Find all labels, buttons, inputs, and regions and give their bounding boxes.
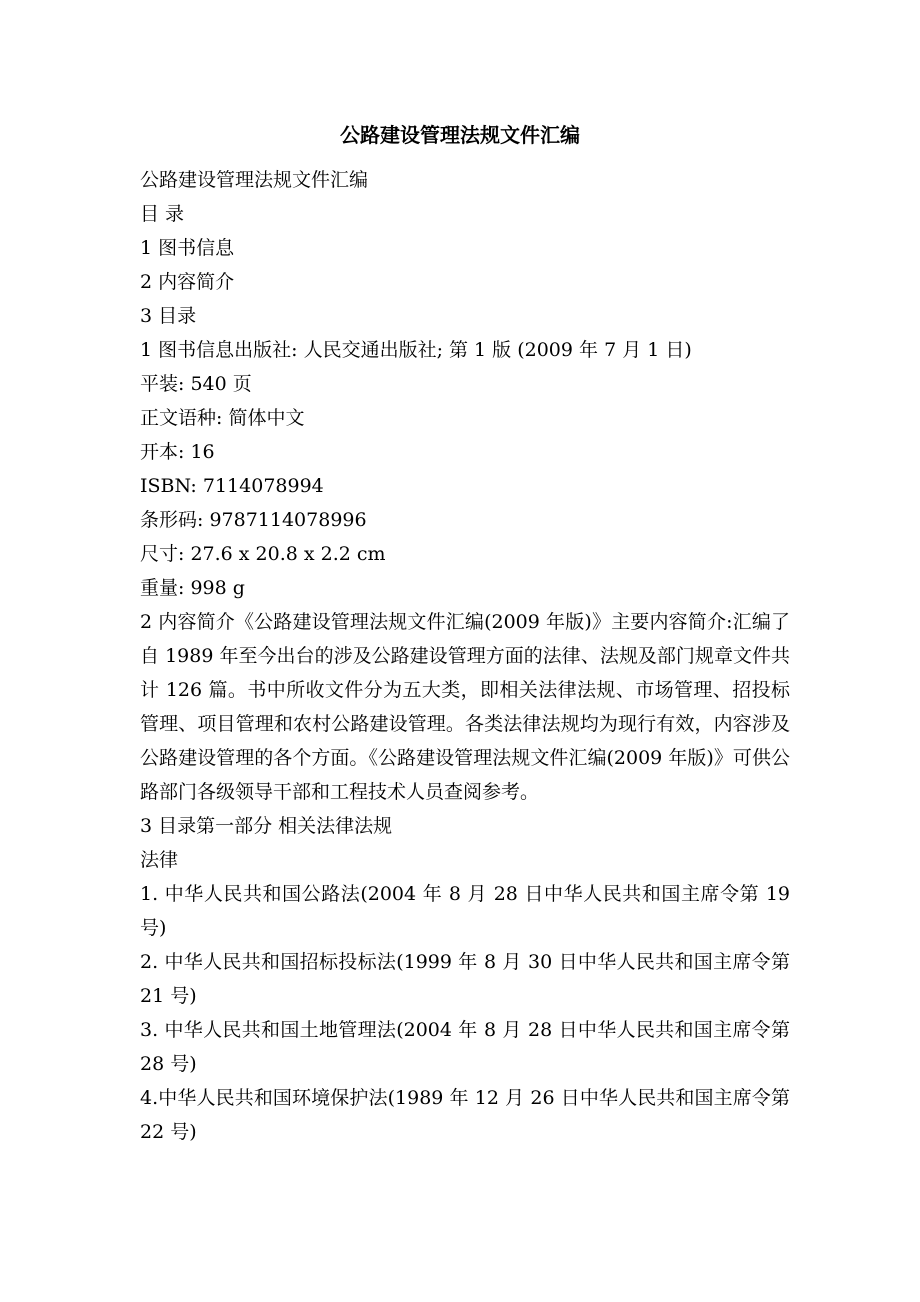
summary-paragraph: 2 内容简介《公路建设管理法规文件汇编(2009 年版)》主要内容简介:汇编了自 1989 年至今出台的涉及公路建设管理方面的法律、法规及部门规章文件共计 126 篇。书中所收文件分为五大类，即相关法律法规、市场管理、招投标管理、项目管理和农村公路建设管理。各类法律法规均为现行有效，内容涉及公路建设管理的各个方面。《公路建设管理法规文件汇编(2009 年版)》可供公路部门各级领导干部和工程技术人员查阅参考。 [140, 611, 790, 803]
book-heading: 公路建设管理法规文件汇编 [140, 169, 369, 191]
size-line: 尺寸: 27.6 x 20.8 x 2.2 cm [140, 543, 386, 565]
toc-item-contents: 3 目录 [140, 305, 197, 327]
law-item: 3. 中华人民共和国土地管理法(2004 年 8 月 28 日中华人民共和国主席令第 28 号) [140, 1019, 790, 1075]
law-item: 4.中华人民共和国环境保护法(1989 年 12 月 26 日中华人民共和国主席令第 22 号) [140, 1087, 790, 1143]
document-title: 公路建设管理法规文件汇编 [340, 123, 580, 147]
publisher-line: 1 图书信息出版社: 人民交通出版社; 第 1 版 (2009 年 7 月 1 日) [140, 339, 692, 361]
isbn-line: ISBN: 7114078994 [140, 475, 324, 497]
toc-title: 目 录 [140, 203, 185, 225]
binding-line: 平装: 540 页 [140, 373, 252, 395]
format-line: 开本: 16 [140, 441, 215, 463]
law-item: 1. 中华人民共和国公路法(2004 年 8 月 28 日中华人民共和国主席令第 19 号) [140, 883, 790, 939]
document-body [140, 163, 790, 1149]
toc-item-summary: 2 内容简介 [140, 271, 235, 293]
barcode-line: 条形码: 9787114078996 [140, 509, 367, 531]
toc-section-heading: 3 目录第一部分 相关法律法规 [140, 815, 393, 837]
law-item: 2. 中华人民共和国招标投标法(1999 年 8 月 30 日中华人民共和国主席令第 21 号) [140, 951, 790, 1007]
weight-line: 重量: 998 g [140, 577, 245, 599]
toc-item-book-info: 1 图书信息 [140, 237, 235, 259]
law-heading: 法律 [140, 849, 179, 871]
language-line: 正文语种: 简体中文 [140, 407, 305, 429]
